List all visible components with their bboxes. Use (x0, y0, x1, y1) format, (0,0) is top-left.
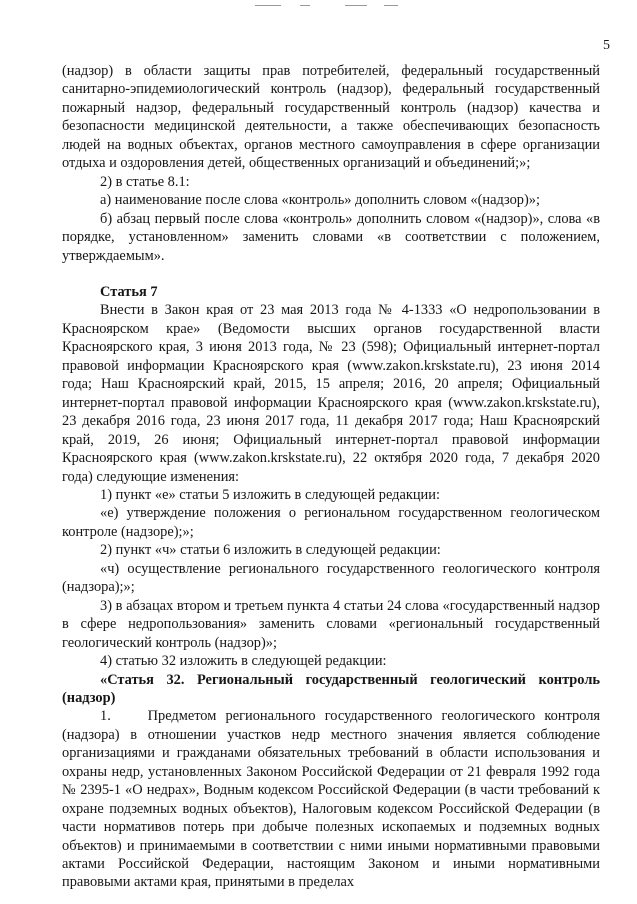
scan-artifact-marks (0, 2, 637, 10)
article-intro: Внести в Закон края от 23 мая 2013 года № 4-1333 «О недропользовании в Красноярском крае» (Ведомости высших органов государственной власти Красноярского края, 3 июня 2013 года, № 23 (598); Официальный интернет-портал правовой информации Красноярского края (www.zakon.krskstate.ru), 23 июня 2014 года; Наш Красноярский край, 2015, 15 апреля; 2016, 20 апреля; Официальный интернет-портал правовой информации Красноярского края (www.zakon.krskstate.ru), 23 декабря 2016 года, 23 июня 2017 года, 11 декабря 2017 года; Наш Красноярский край, 2019, 26 июня; Официальный интернет-портал правовой информации Красноярского края (www.zakon.krskstate.ru), 22 октября 2020 года, 7 декабря 2020 года) следующие изменения: (62, 302, 600, 485)
list-item: а) наименование после слова «контроль» дополнить словом «(надзор)»; (100, 192, 540, 209)
list-item: 4) статью 32 изложить в следующей редакции: (100, 653, 387, 670)
list-item: б) абзац первый после слова «контроль» дополнить словом «(надзор)», слова «в порядке, установленном» заменить словами «в соответствии с положением, утверждаемым». (62, 210, 600, 264)
article-32-paragraph: 1. Предметом регионального государственного геологического контроля (надзора) в отношении участков недр местного значения является соблюдение организациями и гражданами обязательных требований в области использования и охраны недр, установленных Законом Российской Федерации от 21 февраля 1992 года № 2395-1 «О недрах», Водным кодексом Российской Федерации (в части требований к охране подземных водных объектов), Налоговым кодексом Российской Федерации (в части нормативов потерь при добыче полезных ископаемых и подземных водных объектов) и принимаемыми в соответствии с ними иными нормативными правовыми актами Российской Федерации, настоящим Законом и иными нормативными правовыми актами края, принятыми в пределах (62, 708, 600, 891)
paragraph-continuation: (надзор) в области защиты прав потребителей, федеральный государственный санитарно-эпидемиологический контроль (надзор), федеральный государственный пожарный надзор, федеральный государственный контроль (надзор) качества и безопасности медицинской деятельности, а также обеспечивающих безопасность людей на водных объектах, органов местного самоуправления в сфере организации отдыха и оздоровления детей, общественных организаций и объединений;»; (62, 63, 600, 172)
list-item: 3) в абзацах втором и третьем пункта 4 статьи 24 слова «государственный надзор в сфере недропользования» заменить словами «региональный государственный геологический контроль (надзор)»; (62, 597, 600, 651)
spacer (62, 265, 600, 283)
list-item: 2) пункт «ч» статьи 6 изложить в следующей редакции: (100, 542, 441, 559)
article-32-heading: «Статья 32. Региональный государственный геологический контроль (надзор) (62, 671, 600, 706)
article-heading: Статья 7 (100, 283, 158, 300)
list-item-text: «е) утверждение положения о региональном государственном геологическом контроле (надзоре);»; (62, 505, 600, 540)
list-item-text: «ч) осуществление регионального государственного геологического контроля (надзора);»; (62, 560, 600, 596)
document-body (62, 62, 600, 892)
list-item: 1) пункт «е» статьи 5 изложить в следующей редакции: (100, 486, 440, 503)
list-item: 2) в статье 8.1: (100, 173, 190, 190)
page-number: 5 (603, 38, 610, 53)
